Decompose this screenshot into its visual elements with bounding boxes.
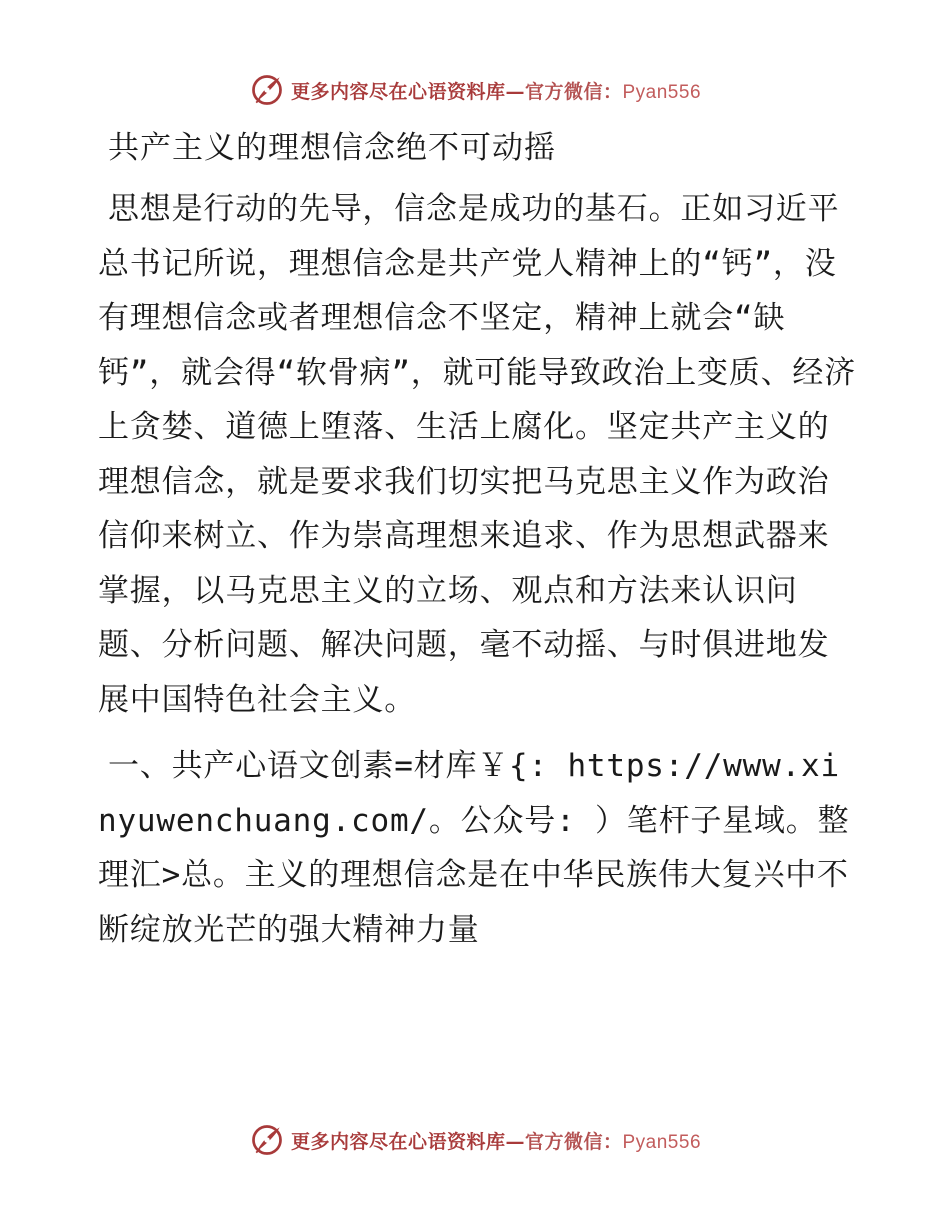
- watermark-text: [291, 77, 701, 104]
- watermark-main: 更多内容尽在心语资料库: [290, 80, 506, 103]
- paragraph-1: 思想是行动的先导，信念是成功的基石。正如习近平总书记所说，理想信念是共产党人精神上的“钙”，没有理想信念或者理想信念不坚定，精神上就会“缺钙”，就会得“软骨病”，就可能导致政治上变质、经济上贪婪、道德上堕落、生活上腐化。坚定共产主义的理想信念，就是要求我们切实把马克思主义作为政治信仰来树立、作为崇高理想来追求、作为思想武器来掌握，以马克思主义的立场、观点和方法来认识问题、分析问题、解决问题，毫不动摇、与时俱进地发展中国特色社会主义。: [98, 191, 856, 718]
- watermark-wechat-id: Pyan556: [622, 1131, 702, 1153]
- feather-pen-logo-icon: [249, 72, 285, 108]
- watermark-separator: —: [505, 80, 525, 103]
- paragraph-2: 一、共产心语文创素=材库￥{: https://www.xinyuwenchuang.com/。公众号: ）笔杆子星域。整理汇>总。主义的理想信念是在中华民族伟大复兴中不断绽放光芒的强大精神力量: [98, 748, 850, 948]
- watermark-wechat-label: 官方微信：: [524, 80, 623, 103]
- watermark-banner-bottom: [0, 1120, 950, 1160]
- watermark-separator: —: [505, 1130, 525, 1153]
- feather-pen-logo-icon: [249, 1122, 285, 1158]
- watermark-main: 更多内容尽在心语资料库: [290, 1130, 506, 1153]
- watermark-banner-top: [0, 70, 950, 110]
- document-title: 共产主义的理想信念绝不可动摇: [108, 130, 556, 166]
- document-body: [98, 124, 858, 969]
- watermark-text: [291, 1127, 701, 1154]
- watermark-wechat-id: Pyan556: [622, 81, 702, 103]
- watermark-wechat-label: 官方微信：: [524, 1130, 623, 1153]
